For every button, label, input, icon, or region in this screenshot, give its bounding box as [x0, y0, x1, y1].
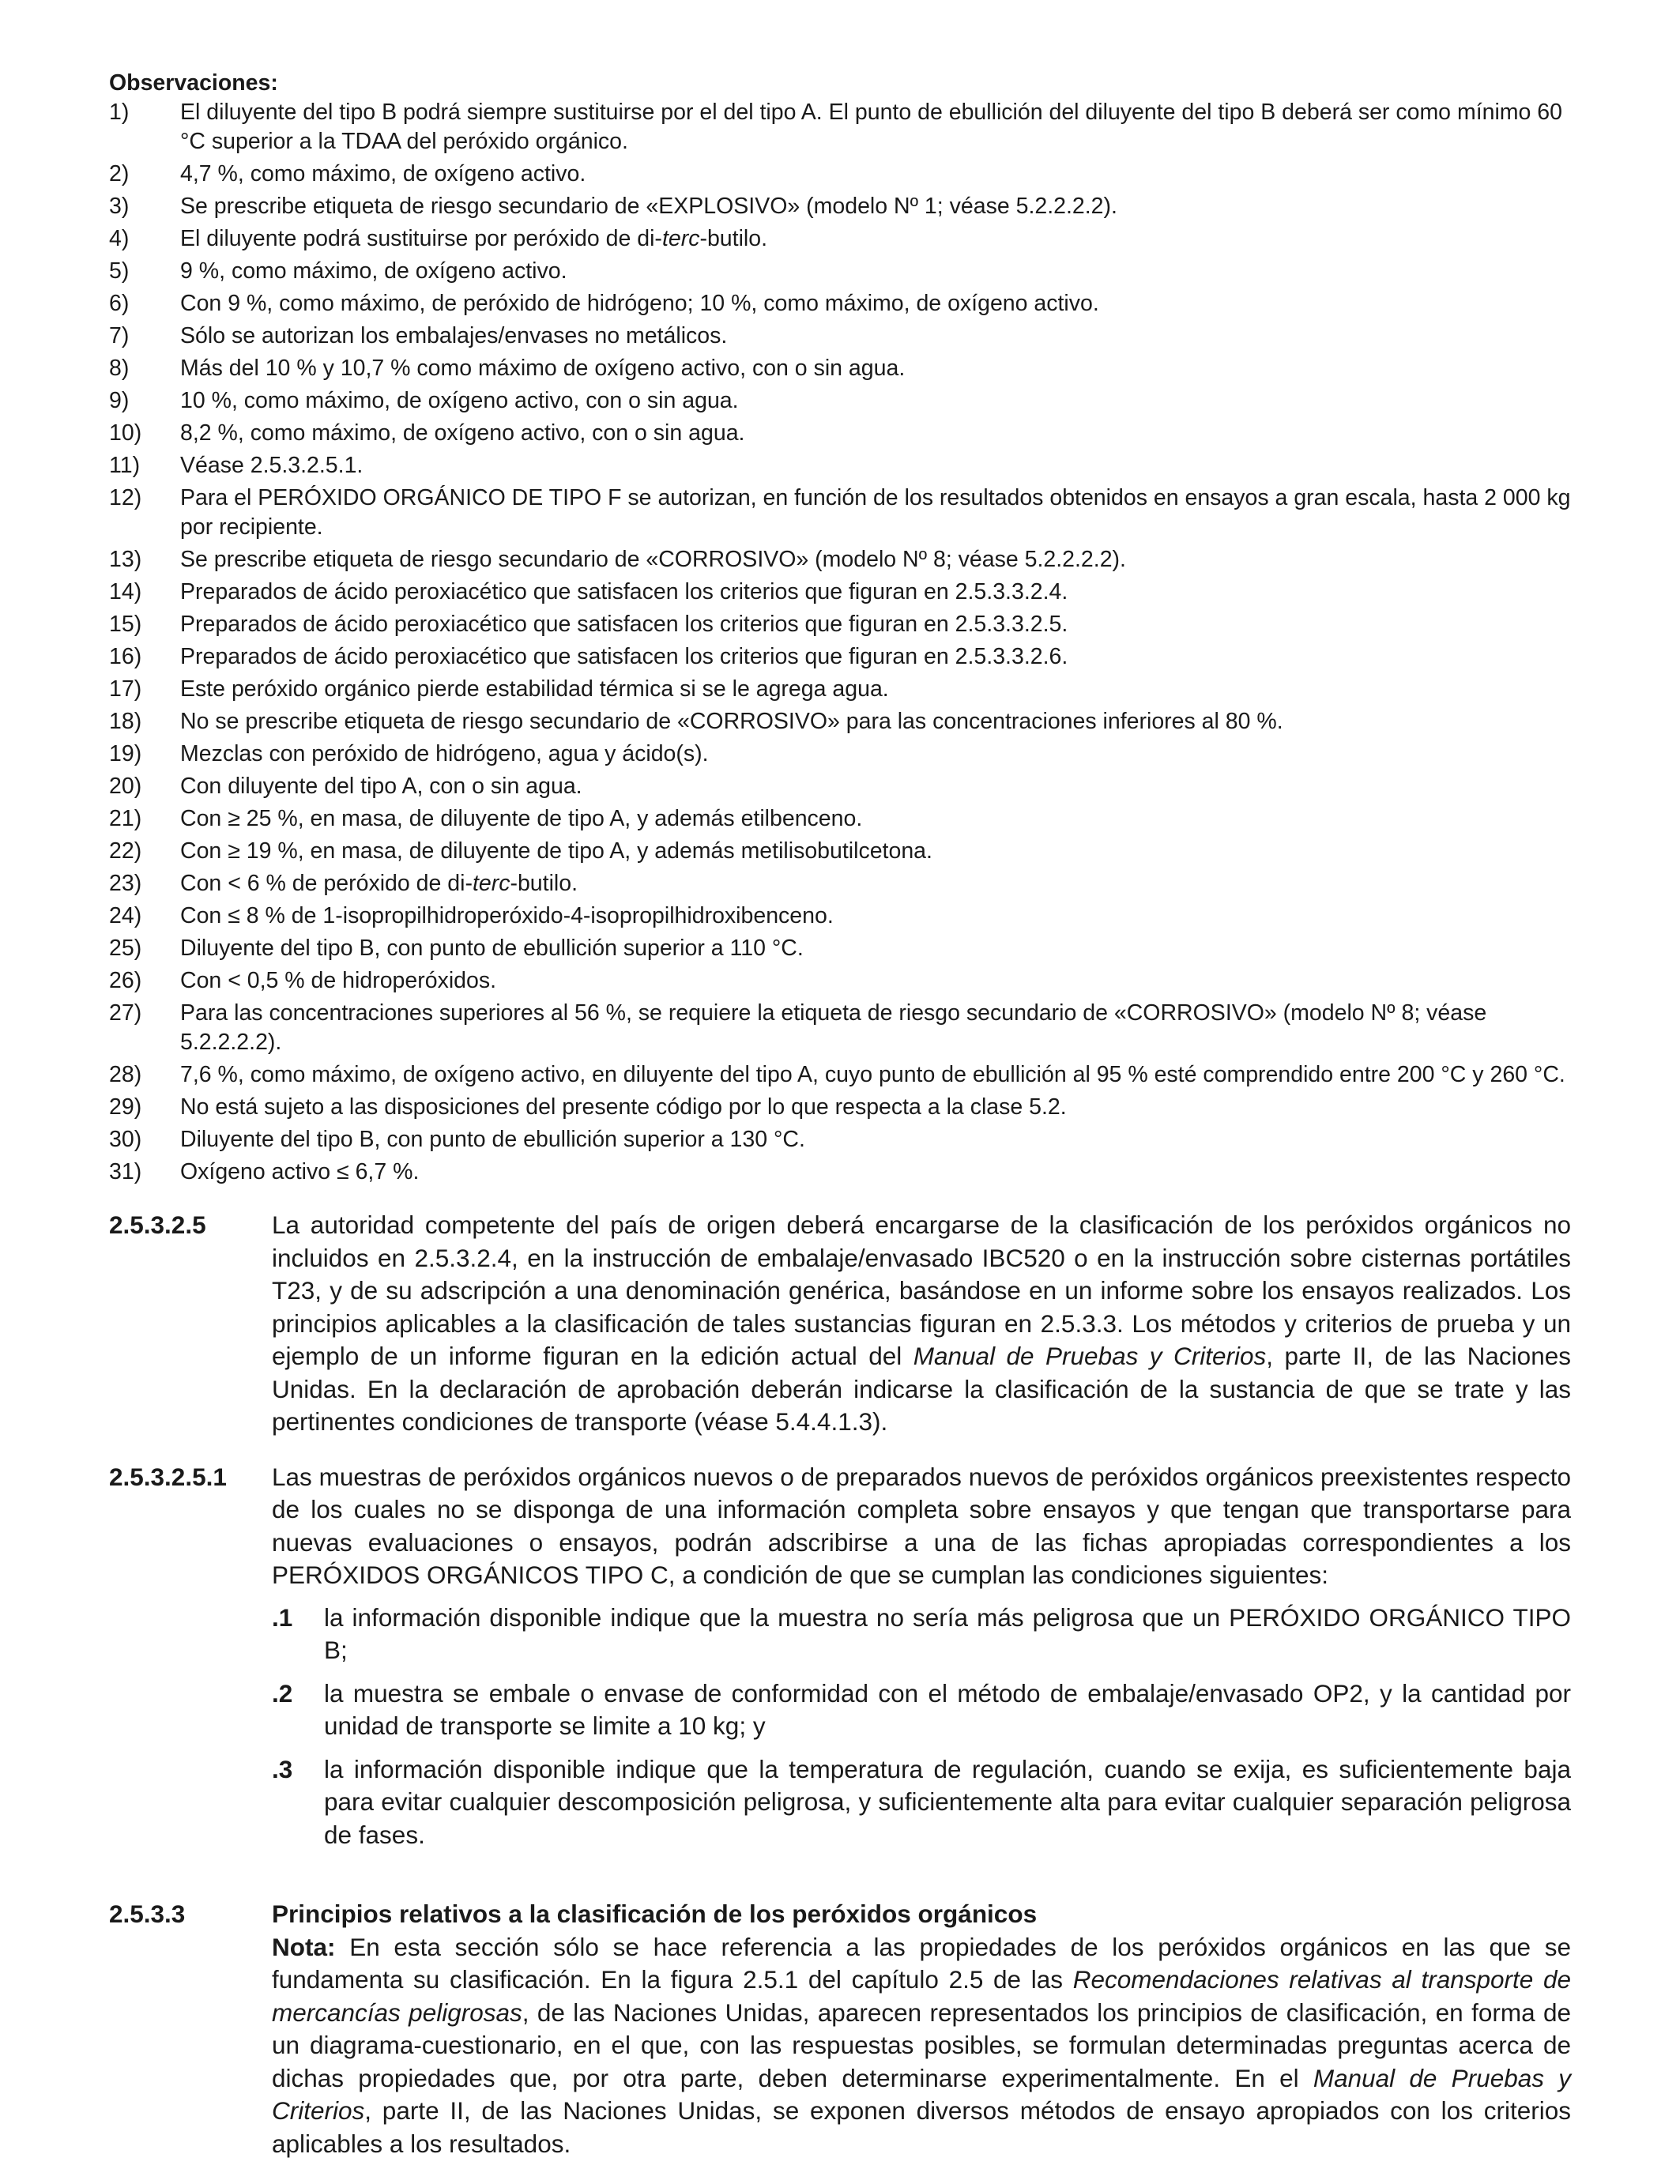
observacion-item — [109, 934, 1571, 963]
observacion-text: Para las concentraciones superiores al 56 %, se requiere la etiqueta de riesgo secundario de «CORROSIVO» (modelo Nº 8; véase 5.2.2.2.2). — [180, 1000, 1487, 1055]
italic-term: terc — [661, 226, 700, 251]
observacion-item — [109, 642, 1571, 672]
observacion-item — [109, 1093, 1571, 1122]
section-2-5-3-2-5 — [109, 1209, 1571, 1439]
observacion-text: Para el PERÓXIDO ORGÁNICO DE TIPO F se autorizan, en función de los resultados obtenidos en ensayos a gran escala, hasta 2 000 kg por recipiente. — [180, 485, 1571, 540]
observacion-number: 3) — [109, 194, 130, 219]
observacion-item — [109, 902, 1571, 931]
observacion-item — [109, 160, 1571, 189]
text-run: -butilo. — [510, 871, 578, 896]
observacion-number: 22) — [109, 838, 142, 864]
observacion-number: 26) — [109, 968, 142, 993]
observacion-number: 9) — [109, 388, 130, 413]
observacion-text: Se prescribe etiqueta de riesgo secundario de «EXPLOSIVO» (modelo Nº 1; véase 5.2.2.2.2). — [180, 194, 1117, 219]
section-2-5-3-2-5-1 — [109, 1461, 1571, 1862]
observacion-text: Diluyente del tipo B, con punto de ebullición superior a 110 °C. — [180, 936, 804, 961]
observacion-item — [109, 837, 1571, 866]
observacion-text: 9 %, como máximo, de oxígeno activo. — [180, 258, 567, 284]
observacion-text: 4,7 %, como máximo, de oxígeno activo. — [180, 161, 586, 186]
observacion-number: 14) — [109, 579, 142, 604]
observacion-item — [109, 999, 1571, 1057]
observacion-text: Con 9 %, como máximo, de peróxido de hidrógeno; 10 %, como máximo, de oxígeno activo. — [180, 291, 1099, 316]
section-2-5-3-3 — [109, 1898, 1571, 2160]
observacion-number: 17) — [109, 676, 142, 702]
observacion-number: 15) — [109, 612, 142, 637]
observacion-text: Con diluyente del tipo A, con o sin agua. — [180, 774, 582, 799]
text-run: , parte II, de las Naciones Unidas. En la declaración de aprobación deberán indicarse la clasificación de la sustancia de que se trate y las pertinentes condiciones de transporte (véase 5.4.4.1.3). — [272, 1342, 1571, 1436]
observacion-item — [109, 966, 1571, 996]
observacion-number: 5) — [109, 258, 130, 284]
observacion-text: Preparados de ácido peroxiacético que satisfacen los criterios que figuran en 2.5.3.3.2.6. — [180, 644, 1068, 669]
conditions-list — [272, 1602, 1571, 1852]
observacion-text: Con ≤ 8 % de 1-isopropilhidroperóxido-4-isopropilhidroxibenceno. — [180, 903, 834, 928]
observacion-number: 16) — [109, 644, 142, 669]
observacion-number: 27) — [109, 1000, 142, 1026]
italic-title: Manual de Pruebas y Criterios — [272, 2063, 1571, 2125]
observacion-number: 11) — [109, 453, 141, 478]
observacion-item — [109, 257, 1571, 286]
observacion-item — [109, 707, 1571, 736]
observacion-item — [109, 224, 1571, 254]
observacion-number: 2) — [109, 161, 130, 186]
observacion-number: 31) — [109, 1159, 142, 1184]
observacion-number: 4) — [109, 226, 130, 251]
observacion-number: 1) — [109, 100, 130, 125]
observacion-item — [109, 289, 1571, 318]
text-run: La autoridad competente del país de origen deberá encargarse de la clasificación de los peróxidos orgánicos no incluidos en 2.5.3.2.4, en la instrucción de embalaje/envasado IBC520 o en la instrucción sobre cisternas portátiles T23, y de su adscripción a una denominación genérica, basándose en un informe sobre los ensayos realizados. Los principios aplicables a la clasificación de tales sustancias figuran en 2.5.3.3. Los métodos y criterios de prueba y un ejemplo de un informe figuran en la edición actual del — [272, 1211, 1571, 1370]
observacion-number: 8) — [109, 356, 130, 381]
observaciones-list — [109, 98, 1571, 1187]
note-paragraph — [272, 1931, 1571, 2161]
observacion-number: 19) — [109, 741, 142, 766]
observacion-item — [109, 1060, 1571, 1090]
observacion-item — [109, 804, 1571, 834]
observacion-item — [109, 869, 1571, 898]
text-run: El diluyente podrá sustituirse por peróxido de di- — [180, 226, 662, 251]
observacion-text — [180, 224, 1571, 254]
observacion-number: 6) — [109, 291, 130, 316]
italic-title: Manual de Pruebas y Criterios — [913, 1342, 1267, 1370]
condition-item — [272, 1753, 1571, 1852]
observacion-text: 7,6 %, como máximo, de oxígeno activo, en diluyente del tipo A, cuyo punto de ebullición al 95 % esté comprendido entre 200 °C y 260 °C. — [180, 1062, 1565, 1087]
condition-text: la información disponible indique que la muestra no sería más peligrosa que un PERÓXIDO ORGÁNICO TIPO B; — [324, 1602, 1571, 1664]
observacion-number: 13) — [109, 547, 142, 572]
observacion-text — [180, 869, 1571, 898]
italic-term: terc — [472, 871, 510, 896]
observacion-text: Este peróxido orgánico pierde estabilidad térmica si se le agrega agua. — [180, 676, 889, 702]
observacion-text: Se prescribe etiqueta de riesgo secundario de «CORROSIVO» (modelo Nº 8; véase 5.2.2.2.2). — [180, 547, 1126, 572]
observacion-text: Con ≥ 19 %, en masa, de diluyente de tipo A, y además metilisobutilcetona. — [180, 838, 932, 864]
condition-item — [272, 1602, 1571, 1667]
observacion-text: Véase 2.5.3.2.5.1. — [180, 453, 363, 478]
observacion-number: 21) — [109, 806, 142, 831]
document-page — [109, 68, 1571, 2160]
observacion-number: 10) — [109, 420, 142, 446]
section-number: 2.5.3.2.5 — [109, 1211, 206, 1239]
section-body — [272, 1898, 1571, 2160]
observacion-text: Más del 10 % y 10,7 % como máximo de oxígeno activo, con o sin agua. — [180, 356, 906, 381]
observacion-text: Con ≥ 25 %, en masa, de diluyente de tipo A, y además etilbenceno. — [180, 806, 863, 831]
text-run: , parte II, de las Naciones Unidas, se exponen diversos métodos de ensayo apropiados con los criterios aplicables a los resultados. — [272, 2096, 1571, 2158]
observacion-text: Preparados de ácido peroxiacético que satisfacen los criterios que figuran en 2.5.3.3.2.4. — [180, 579, 1068, 604]
observacion-item — [109, 1125, 1571, 1154]
condition-number: .3 — [272, 1754, 293, 1783]
section-paragraph — [272, 1209, 1571, 1439]
observacion-number: 18) — [109, 709, 142, 734]
observacion-number: 7) — [109, 323, 130, 348]
observacion-item — [109, 192, 1571, 221]
section-body — [272, 1209, 1571, 1439]
observacion-text: 8,2 %, como máximo, de oxígeno activo, con o sin agua. — [180, 420, 745, 446]
section-number: 2.5.3.2.5.1 — [109, 1462, 227, 1491]
observacion-text: El diluyente del tipo B podrá siempre sustituirse por el del tipo A. El punto de ebullición del diluyente del tipo B deberá ser como mínimo 60 °C superior a la TDAA del peróxido orgánico. — [180, 100, 1563, 154]
text-run: , de las Naciones Unidas, aparecen representados los principios de clasificación, en forma de un diagrama-cuestionario, en el que, con las respuestas posibles, se formulan determinadas preguntas acerca de dichas propiedades que, por otra parte, deben determinarse experimentalmente. En el — [272, 1998, 1571, 2092]
observacion-item — [109, 386, 1571, 416]
section-paragraph: Las muestras de peróxidos orgánicos nuevos o de preparados nuevos de peróxidos orgánicos preexistentes respecto de los cuales no se disponga de una información completa sobre ensayos y que tengan que transportarse para nuevas evaluaciones o ensayos, podrán adscribirse a una de las fichas apropiadas correspondientes a los PERÓXIDOS ORGÁNICOS TIPO C, a condición de que se cumplan las condiciones siguientes: — [272, 1462, 1571, 1589]
observacion-number: 24) — [109, 903, 142, 928]
observacion-text: Con < 0,5 % de hidroperóxidos. — [180, 968, 497, 993]
observacion-number: 12) — [109, 485, 142, 510]
observacion-item — [109, 322, 1571, 351]
text-run: En esta sección sólo se hace referencia a las propiedades de los peróxidos orgánicos en las que se fundamenta su clasificación. En la figura 2.5.1 del capítulo 2.5 de las — [272, 1932, 1571, 1994]
observacion-number: 28) — [109, 1062, 142, 1087]
observacion-item — [109, 1158, 1571, 1187]
condition-number: .1 — [272, 1602, 293, 1632]
note-label: Nota: — [272, 1932, 336, 1961]
text-run: -butilo. — [699, 226, 767, 251]
observacion-item — [109, 484, 1571, 542]
observacion-item — [109, 354, 1571, 383]
observacion-number: 25) — [109, 936, 142, 961]
section-body — [272, 1461, 1571, 1862]
observacion-number: 20) — [109, 774, 142, 799]
observacion-text: No está sujeto a las disposiciones del presente código por lo que respecta a la clase 5.2. — [180, 1094, 1067, 1120]
observacion-text: 10 %, como máximo, de oxígeno activo, con o sin agua. — [180, 388, 739, 413]
observacion-number: 30) — [109, 1127, 142, 1152]
observacion-number: 29) — [109, 1094, 142, 1120]
observacion-text: Diluyente del tipo B, con punto de ebullición superior a 130 °C. — [180, 1127, 805, 1152]
condition-text: la información disponible indique que la temperatura de regulación, cuando se exija, es suficientemente baja para evitar cualquier descomposición peligrosa, y suficientemente alta para evitar cualquier separación peligrosa de fases. — [324, 1754, 1571, 1849]
section-number: 2.5.3.3 — [109, 1900, 186, 1928]
observacion-item — [109, 419, 1571, 448]
condition-item — [272, 1678, 1571, 1743]
observacion-text: No se prescribe etiqueta de riesgo secundario de «CORROSIVO» para las concentraciones inferiores al 80 %. — [180, 709, 1283, 734]
observaciones-heading: Observaciones: — [109, 70, 278, 96]
observacion-item — [109, 98, 1571, 156]
observacion-item — [109, 578, 1571, 607]
observacion-item — [109, 610, 1571, 639]
text-run: Con < 6 % de peróxido de di- — [180, 871, 473, 896]
observacion-item — [109, 451, 1571, 480]
observacion-text: Sólo se autorizan los embalajes/envases no metálicos. — [180, 323, 728, 348]
observacion-item — [109, 545, 1571, 574]
observacion-item — [109, 675, 1571, 704]
observacion-item — [109, 740, 1571, 769]
condition-text: la muestra se embale o envase de conformidad con el método de embalaje/envasado OP2, y la cantidad por unidad de transporte se limite a 10 kg; y — [324, 1678, 1571, 1740]
section-title: Principios relativos a la clasificación de los peróxidos orgánicos — [272, 1900, 1038, 1928]
observacion-text: Preparados de ácido peroxiacético que satisfacen los criterios que figuran en 2.5.3.3.2.5. — [180, 612, 1068, 637]
observacion-text: Oxígeno activo ≤ 6,7 %. — [180, 1159, 420, 1184]
condition-number: .2 — [272, 1678, 293, 1708]
italic-title: Recomendaciones relativas al transporte de mercancías peligrosas — [272, 1965, 1571, 2027]
observacion-text: Mezclas con peróxido de hidrógeno, agua y ácido(s). — [180, 741, 709, 766]
observacion-number: 23) — [109, 871, 142, 896]
observacion-item — [109, 772, 1571, 801]
